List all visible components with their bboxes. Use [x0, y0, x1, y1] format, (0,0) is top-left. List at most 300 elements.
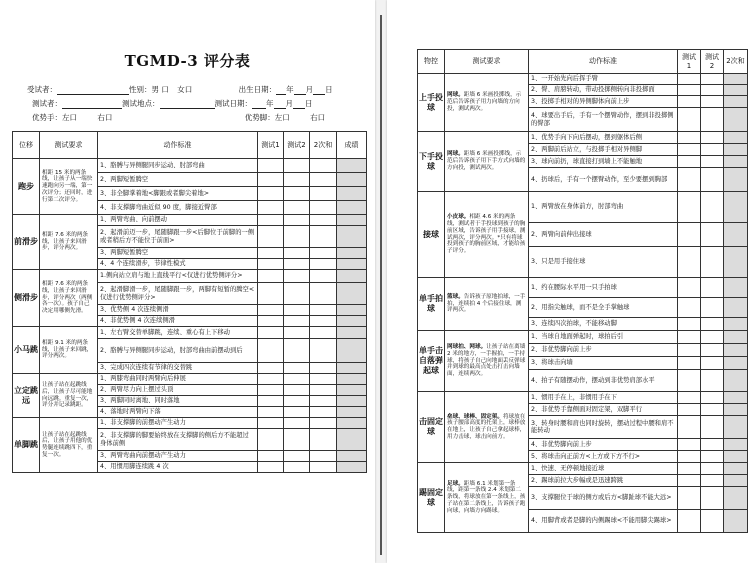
test-year-label: 年 [266, 99, 274, 108]
sum-cell[interactable] [724, 223, 748, 247]
sum-cell[interactable] [724, 192, 748, 223]
header-trial-2: 测试2 [284, 132, 310, 159]
header-category: 物控 [418, 50, 445, 74]
subject-label: 受试者： [27, 85, 57, 94]
trial-1-cell[interactable] [258, 248, 284, 259]
trial-1-cell[interactable] [258, 451, 284, 462]
trial-2-cell[interactable] [284, 173, 310, 187]
trial-1-cell[interactable] [678, 510, 701, 533]
page-right [387, 0, 750, 563]
trial-1-cell[interactable] [258, 259, 284, 270]
trial-2-cell[interactable] [284, 339, 310, 363]
criterion: 1、两臂放在身体前方，肘部弯曲 [529, 192, 678, 223]
trial-2-cell[interactable] [701, 74, 724, 85]
sum-cell[interactable] [724, 475, 748, 487]
trial-2-cell[interactable] [701, 298, 724, 318]
trial-2-cell[interactable] [284, 226, 310, 248]
equipment-label: 网球拍、网球。 [447, 344, 487, 351]
trial-1-cell[interactable] [258, 305, 284, 316]
tester-label: 测试者： [32, 99, 62, 108]
score-cell[interactable] [337, 173, 367, 187]
trial-1-cell[interactable] [258, 462, 284, 473]
birth-month-label: 月 [305, 85, 314, 94]
criterion: 2、两脚短暂腾空 [98, 173, 258, 187]
dominant-foot-left[interactable]: 优势脚：左口 [244, 113, 290, 122]
header-trial-1: 测试1 [258, 132, 284, 159]
skill-label: 下手投球 [418, 132, 445, 192]
trial-2-cell[interactable] [701, 331, 724, 344]
sum-cell[interactable] [724, 510, 748, 533]
criterion: 1、当球自地面弹起时，球拍后引 [529, 331, 678, 344]
sum-cell[interactable] [724, 357, 748, 370]
sum-cell[interactable] [310, 201, 337, 215]
sum-cell[interactable] [310, 270, 337, 283]
trial-2-cell[interactable] [701, 344, 724, 357]
trial-2-cell[interactable] [701, 475, 724, 487]
trial-2-cell[interactable] [284, 201, 310, 215]
score-cell[interactable] [337, 248, 367, 259]
sum-cell[interactable] [310, 173, 337, 187]
trial-2-cell[interactable] [284, 327, 310, 339]
header-requirement: 测试要求 [40, 132, 98, 159]
sum-cell[interactable] [724, 451, 748, 463]
sum-cell[interactable] [310, 451, 337, 462]
trial-1-cell[interactable] [258, 418, 284, 429]
trial-1-cell[interactable] [678, 132, 701, 144]
trial-1-cell[interactable] [258, 173, 284, 187]
score-cell[interactable] [337, 270, 367, 283]
trial-2-cell[interactable] [284, 305, 310, 316]
requirement-text: 告诉孩子原地拍球，一手拍，连续拍 4 个后接住球，测评两次。 [447, 293, 526, 314]
score-cell[interactable] [337, 407, 367, 418]
sum-cell[interactable] [724, 463, 748, 475]
trial-2-cell[interactable] [701, 156, 724, 168]
test-requirement [40, 270, 98, 327]
table-row [13, 215, 367, 226]
criterion: 1、惯用手在上，非惯用手在下 [529, 392, 678, 404]
trial-1-cell[interactable] [678, 247, 701, 278]
sum-cell[interactable] [724, 168, 748, 192]
score-cell[interactable] [337, 396, 367, 407]
trial-1-cell[interactable] [678, 487, 701, 510]
test-requirement [40, 374, 98, 418]
criterion: 3、两脚同时离地、同时落地 [98, 396, 258, 407]
criterion: 4、球要出手后，手有一个摆臂动作，摆到非投掷侧的臀部 [529, 108, 678, 132]
trial-1-cell[interactable] [678, 168, 701, 192]
subject-field[interactable] [57, 85, 129, 95]
score-cell[interactable] [337, 187, 367, 201]
table-row [13, 159, 367, 173]
requirement-text: 相距 7.6 米的两条线，让孩子来回滑步，评分两次。 [42, 231, 89, 252]
trial-2-cell[interactable] [284, 363, 310, 374]
test-requirement [40, 418, 98, 473]
criterion: 3、将球击向墙 [529, 357, 678, 370]
trial-1-cell[interactable] [258, 159, 284, 173]
sum-cell[interactable] [724, 487, 748, 510]
score-cell[interactable] [337, 451, 367, 462]
trial-1-cell[interactable] [678, 144, 701, 156]
sum-cell[interactable] [724, 404, 748, 416]
trial-1-cell[interactable] [678, 344, 701, 357]
sum-cell[interactable] [724, 370, 748, 392]
test-date-label: 测试日期： [214, 99, 252, 108]
skill-label: 前滑步 [13, 215, 40, 270]
sum-cell[interactable] [724, 144, 748, 156]
sum-cell[interactable] [724, 247, 748, 278]
table-row [418, 132, 748, 144]
trial-2-cell[interactable] [284, 429, 310, 451]
trial-1-cell[interactable] [678, 223, 701, 247]
criterion: 1、约在腰际水平用一只手拍球 [529, 278, 678, 298]
sum-cell[interactable] [724, 132, 748, 144]
trial-1-cell[interactable] [678, 192, 701, 223]
score-cell[interactable] [337, 429, 367, 451]
trial-2-cell[interactable] [284, 316, 310, 327]
criterion: 3、支撑腿位于球的侧方或后方<脚趾球不能大远> [529, 487, 678, 510]
sum-cell[interactable] [724, 344, 748, 357]
trial-1-cell[interactable] [258, 327, 284, 339]
trial-2-cell[interactable] [284, 451, 310, 462]
trial-1-cell[interactable] [678, 278, 701, 298]
table-header [13, 132, 367, 159]
place-field[interactable] [160, 99, 215, 109]
trial-2-cell[interactable] [701, 439, 724, 451]
sum-cell[interactable] [310, 327, 337, 339]
trial-2-cell[interactable] [284, 462, 310, 473]
requirement-text: 距墙 6.1 米划第一条线，距第一条线 2.4 米划第二条线，将球放在第一条线上，孩子站在第二条线上，告诉孩子跑向球，向墙方向踢球。 [447, 480, 526, 514]
test-requirement [40, 159, 98, 215]
sum-cell[interactable] [310, 259, 337, 270]
criterion: 4、拍子有随摆动作，摆动到非优势肩部水平 [529, 370, 678, 392]
requirement-text: 相距 7.6 米的两条线，让孩子来回滑步，评分两次（两侧各一次）。孩子自己决定用哪侧先滑。 [42, 281, 93, 315]
trial-1-cell[interactable] [258, 316, 284, 327]
trial-2-cell[interactable] [701, 357, 724, 370]
trial-2-cell[interactable] [701, 318, 724, 331]
sum-cell[interactable] [310, 374, 337, 385]
header-category: 位移 [13, 132, 40, 159]
sum-cell[interactable] [724, 108, 748, 132]
score-cell[interactable] [337, 385, 367, 396]
criterion: 2、非优势脚向前上步 [529, 344, 678, 357]
trial-1-cell[interactable] [678, 370, 701, 392]
requirement-text: 相距 4.6 米的两条线，测试者于手投球到孩子的胸前区域，告诉孩子用手接球，测试两次，评分两次。*只有将球投到孩子的胸前区域，才能给孩子评分。 [447, 214, 526, 254]
test-requirement [40, 327, 98, 374]
trial-1-cell[interactable] [678, 404, 701, 416]
requirement-text: 距墙 6 米画投掷线，示范后告诉孩子用下手方式向墙的方向投，测试两次。 [447, 151, 526, 171]
trial-1-cell[interactable] [258, 270, 284, 283]
trial-1-cell[interactable] [258, 429, 284, 451]
trial-1-cell[interactable] [678, 108, 701, 132]
equipment-label: 网球。 [447, 151, 464, 158]
trial-1-cell[interactable] [258, 374, 284, 385]
page-title: TGMD-3 评分表 [124, 52, 251, 70]
equipment-label: 网球。 [447, 92, 464, 99]
sum-cell[interactable] [724, 416, 748, 439]
header-requirement: 测试要求 [445, 50, 529, 74]
criterion: 3、非全脚掌着地<脚跟或者脚尖着地> [98, 187, 258, 201]
criterion: 2、非优势手靠侧面对固定架，双脚平行 [529, 404, 678, 416]
trial-2-cell[interactable] [701, 168, 724, 192]
trial-2-cell[interactable] [701, 96, 724, 108]
table-row [418, 278, 748, 298]
score-cell[interactable] [337, 226, 367, 248]
trial-1-cell[interactable] [678, 298, 701, 318]
sum-cell[interactable] [724, 74, 748, 85]
sum-cell[interactable] [724, 96, 748, 108]
trial-2-cell[interactable] [701, 144, 724, 156]
trial-1-cell[interactable] [678, 156, 701, 168]
trial-1-cell[interactable] [258, 396, 284, 407]
trial-1-cell[interactable] [678, 318, 701, 331]
sum-cell[interactable] [310, 385, 337, 396]
criterion: 4、用惯用脚连续跳 4 次 [98, 462, 258, 473]
trial-2-cell[interactable] [701, 247, 724, 278]
gender-label: 性别：男 [129, 85, 159, 94]
criterion: 4、非支撑脚弯曲近似 90 度，脚接近臀部 [98, 201, 258, 215]
trial-1-cell[interactable] [678, 74, 701, 85]
sum-cell[interactable] [310, 363, 337, 374]
form-row-1 [27, 84, 333, 95]
object-control-score-table [417, 49, 748, 533]
criterion: 3、连续四次拍球，不能移动脚 [529, 318, 678, 331]
criterion: 2、非支撑脚的脚要始终放在支撑脚的侧后方不能超过身体前侧 [98, 429, 258, 451]
trial-1-cell[interactable] [678, 416, 701, 439]
sum-cell[interactable] [724, 156, 748, 168]
criterion: 4、非优势脚向前上步 [529, 439, 678, 451]
birth-year-label: 年 [286, 85, 294, 94]
trial-2-cell[interactable] [701, 510, 724, 533]
score-cell[interactable] [337, 462, 367, 473]
trial-2-cell[interactable] [701, 416, 724, 439]
trial-2-cell[interactable] [701, 132, 724, 144]
header-sum: 2次和 [724, 50, 748, 74]
requirement-text: 相距 9.1 米的两条线，让孩子来回跳，评分两次。 [42, 339, 93, 360]
header-score: 成绩 [337, 132, 367, 159]
trial-2-cell[interactable] [701, 108, 724, 132]
trial-2-cell[interactable] [284, 418, 310, 429]
criterion: 3、两臂弯曲向前摆动产生动力 [98, 451, 258, 462]
sum-cell[interactable] [310, 226, 337, 248]
requirement-text: 让孩子站在起跳线后，让孩子用他的优势腿连续跳四下，重复一次。 [42, 431, 93, 458]
trial-2-cell[interactable] [284, 385, 310, 396]
criterion: 5、将球击向正前方<上方或下方不行> [529, 451, 678, 463]
score-cell[interactable] [337, 316, 367, 327]
criterion: 3、投掷手相对的异侧脚体向前上步 [529, 96, 678, 108]
criterion: 3、完成四次连续有节律的交替跳 [98, 363, 258, 374]
sum-cell[interactable] [310, 248, 337, 259]
locomotor-score-table [12, 131, 367, 473]
criterion: 1、非支撑脚的前摆动产生动力 [98, 418, 258, 429]
skill-label: 单手击自落弹起球 [418, 331, 445, 392]
sum-cell[interactable] [310, 396, 337, 407]
trial-2-cell[interactable] [284, 187, 310, 201]
criterion: 3、转身时腰和肩也同时旋转，摆动过程中腰和肩不能转动 [529, 416, 678, 439]
criterion: 2、两臂向前伸出接球 [529, 223, 678, 247]
sum-cell[interactable] [724, 85, 748, 96]
sum-cell[interactable] [310, 187, 337, 201]
score-cell[interactable] [337, 363, 367, 374]
table-header [418, 50, 748, 74]
test-requirement [40, 215, 98, 270]
header-criteria: 动作标准 [529, 50, 678, 74]
trial-2-cell[interactable] [701, 404, 724, 416]
test-requirement [445, 278, 529, 331]
skill-label: 上手投球 [418, 74, 445, 132]
score-cell[interactable] [337, 283, 367, 305]
trial-1-cell[interactable] [678, 392, 701, 404]
criterion: 3、只是用手接住球 [529, 247, 678, 278]
criterion: 4、非优势侧 4 次连续侧滑 [98, 316, 258, 327]
criterion: 1、一开始先向后挥手臂 [529, 74, 678, 85]
requirement-text: 相距 15 米的两条线，让孩子从一端快速跑向另一端，第一次评分；还回时，进行第二次评分。 [42, 169, 93, 203]
trial-1-cell[interactable] [258, 283, 284, 305]
skill-label: 侧滑步 [13, 270, 40, 327]
equipment-label: 足球。 [447, 480, 464, 487]
trial-2-cell[interactable] [284, 374, 310, 385]
sum-cell[interactable] [310, 339, 337, 363]
dominant-hand-right[interactable]: 右口 [97, 113, 113, 122]
sum-cell[interactable] [310, 316, 337, 327]
trial-2-cell[interactable] [701, 223, 724, 247]
criterion: 3、优势侧 4 次连续侧滑 [98, 305, 258, 316]
trial-1-cell[interactable] [258, 215, 284, 226]
sum-cell[interactable] [310, 283, 337, 305]
trial-2-cell[interactable] [284, 159, 310, 173]
trial-2-cell[interactable] [284, 215, 310, 226]
trial-1-cell[interactable] [678, 439, 701, 451]
trial-1-cell[interactable] [678, 331, 701, 344]
test-requirement [445, 463, 529, 533]
trial-1-cell[interactable] [678, 96, 701, 108]
table-row [418, 392, 748, 404]
table-row [13, 327, 367, 339]
trial-2-cell[interactable] [284, 283, 310, 305]
trial-2-cell[interactable] [701, 487, 724, 510]
form-row-2 [32, 98, 313, 109]
trial-1-cell[interactable] [258, 226, 284, 248]
trial-1-cell[interactable] [258, 407, 284, 418]
table-row [418, 463, 748, 475]
skill-label: 跑步 [13, 159, 40, 215]
test-requirement [445, 331, 529, 392]
sum-cell[interactable] [310, 215, 337, 226]
sum-cell[interactable] [310, 462, 337, 473]
sum-cell[interactable] [310, 305, 337, 316]
trial-2-cell[interactable] [284, 270, 310, 283]
score-cell[interactable] [337, 327, 367, 339]
trial-1-cell[interactable] [258, 363, 284, 374]
criterion: 4、落地时两臂向下落 [98, 407, 258, 418]
trial-1-cell[interactable] [678, 475, 701, 487]
criterion: 4、扔球后，手有一个摆臂动作，至少要摆到胸部 [529, 168, 678, 192]
sum-cell[interactable] [310, 407, 337, 418]
birth-date-label: 出生日期： [238, 85, 277, 94]
trial-1-cell[interactable] [258, 187, 284, 201]
criterion: 1、左右臂交替单脚跳，连续、重心有上下移动 [98, 327, 258, 339]
sum-cell[interactable] [724, 318, 748, 331]
trial-2-cell[interactable] [284, 248, 310, 259]
equipment-label: 垒球、球棒、固定架。 [447, 413, 503, 420]
score-cell[interactable] [337, 259, 367, 270]
criterion: 2、起滑前迈一步，尾随脚跟一步<后脚位于前脚的一侧或者稍后方不能位于前面> [98, 226, 258, 248]
gender-female-checkbox[interactable]: 女口 [177, 85, 193, 94]
trial-1-cell[interactable] [678, 463, 701, 475]
score-cell[interactable] [337, 305, 367, 316]
skill-label: 单手拍球 [418, 278, 445, 331]
criterion: 1.侧向站立肩与地上直线平行<仅进行优势侧评分> [98, 270, 258, 283]
criterion: 2、起滑脚滑一步，尾随脚跟一步，两脚有短暂的腾空<仅进行优势侧评分> [98, 283, 258, 305]
score-cell[interactable] [337, 418, 367, 429]
test-requirement [445, 132, 529, 192]
skill-label: 小马跳 [13, 327, 40, 374]
dominant-foot-right[interactable]: 右口 [310, 113, 326, 122]
tester-field[interactable] [62, 99, 122, 109]
test-requirement [445, 74, 529, 132]
sum-cell[interactable] [724, 392, 748, 404]
sum-cell[interactable] [724, 439, 748, 451]
trial-2-cell[interactable] [701, 192, 724, 223]
trial-2-cell[interactable] [284, 396, 310, 407]
skill-label: 击固定球 [418, 392, 445, 463]
test-month-label: 月 [285, 99, 293, 108]
trial-1-cell[interactable] [678, 357, 701, 370]
trial-2-cell[interactable] [284, 259, 310, 270]
sum-cell[interactable] [310, 418, 337, 429]
birth-day-label: 日 [325, 85, 333, 94]
score-cell[interactable] [337, 215, 367, 226]
sum-cell[interactable] [310, 159, 337, 173]
requirement-text: 让孩子站在起跳线后，让孩子尽可能地向远跳。重复一次，评分并记录跳距。 [42, 382, 93, 409]
trial-1-cell[interactable] [258, 339, 284, 363]
place-label: 测试地点： [122, 99, 160, 108]
trial-1-cell[interactable] [258, 201, 284, 215]
trial-2-cell[interactable] [701, 370, 724, 392]
criterion: 1、优势手向下向后摆动，摆到躯体后侧 [529, 132, 678, 144]
header-criteria: 动作标准 [98, 132, 258, 159]
criterion: 2、踢球前拉大步幅或是迅速跨跳 [529, 475, 678, 487]
sum-cell[interactable] [724, 278, 748, 298]
trial-1-cell[interactable] [678, 451, 701, 463]
trial-2-cell[interactable] [284, 407, 310, 418]
table-row [13, 418, 367, 429]
criterion: 3、两脚短暂腾空 [98, 248, 258, 259]
skill-label: 接球 [418, 192, 445, 278]
score-cell[interactable] [337, 159, 367, 173]
test-day-label: 日 [305, 99, 313, 108]
score-cell[interactable] [337, 374, 367, 385]
dominant-hand-left[interactable]: 优势手：左口 [32, 113, 77, 122]
trial-2-cell[interactable] [701, 278, 724, 298]
criterion: 1、胳膊与异侧腿同步运动、肘部弯曲 [98, 159, 258, 173]
table-row [13, 270, 367, 283]
trial-1-cell[interactable] [258, 385, 284, 396]
header-trial-1: 测试1 [678, 50, 701, 74]
trial-2-cell[interactable] [701, 85, 724, 96]
gender-male-checkbox[interactable]: 口 [161, 85, 169, 94]
sum-cell[interactable] [724, 298, 748, 318]
trial-2-cell[interactable] [701, 463, 724, 475]
equipment-label: 小皮球。 [447, 214, 470, 221]
trial-1-cell[interactable] [678, 85, 701, 96]
score-cell[interactable] [337, 339, 367, 363]
sum-cell[interactable] [724, 331, 748, 344]
trial-2-cell[interactable] [701, 392, 724, 404]
criterion: 3、球向前扔，球直接打到墙上不能触地 [529, 156, 678, 168]
criterion: 2、用指尖触球，而不是全手掌触球 [529, 298, 678, 318]
score-cell[interactable] [337, 201, 367, 215]
sum-cell[interactable] [310, 429, 337, 451]
trial-2-cell[interactable] [701, 451, 724, 463]
